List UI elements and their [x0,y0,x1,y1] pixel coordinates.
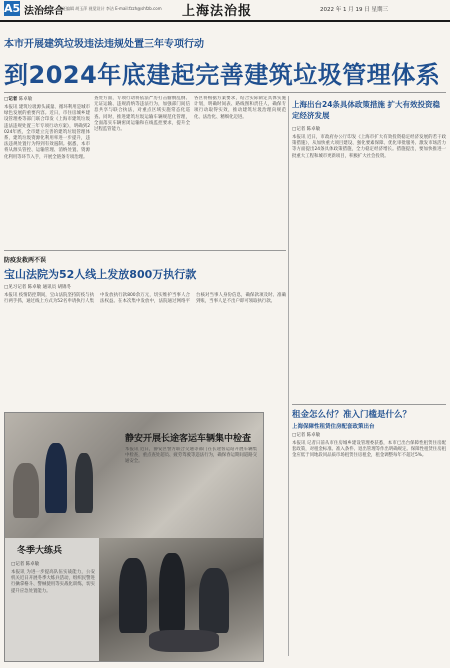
lead-byline: □记者 陈卓敏 [4,97,33,102]
divider [292,404,446,405]
column-divider [288,96,289,656]
rent-byline: □记者 陈卓敏 [292,433,321,438]
officer-figure [159,553,185,633]
lead-column-2 [94,96,190,248]
court-body: 本报讯 疫情防控期间，宝山法院坚持防疫与执行两手抓，通过线上方式为52名申请执行人集中发放执行款800余万元，切实维护当事人合法权益。在本次集中发放中，法院通过网络平台核对当事人身份信息，确保款项及时、准确到账，当事人足不出户即可领取执行款。 [4,293,286,305]
right-story-body [292,126,446,401]
lead-column-1 [4,96,90,248]
court-kicker: 防疫发救两不误 [4,257,47,264]
subdued-figure [149,630,219,652]
lead-headline: 到2024年底建起完善建筑垃圾管理体系 [4,61,441,89]
court-headline: 宝山法院为52人线上发放800万执行款 [4,268,197,281]
officer-figure [45,443,67,513]
training-photo [99,538,263,661]
divider [4,92,446,93]
photo-caption: 本报讯 近日，静安区警方联合交通等部门在长途客运站开展车辆集中检查，重点查处超员、疲劳驾驶等违法行为，确保春运期间道路交通安全。 [125,447,257,465]
right-body: 本报讯 近日，市政府办公厅印发《上海市扩大有效投资稳定经济发展的若干政策措施》，从加快重大项目建设、强化要素保障、优化审批服务、激发市场活力等方面提出24条具体政策措施，全力稳定经济增长。措施提出，要加快推进一批重大工程和城市更新项目，积极扩大社会投资。 [292,135,446,159]
training-title: 冬季大练兵 [17,546,63,556]
lead-body-2: 查处方面，专项行动将依法严厉打击偷倒乱倒、无证运输、违规消纳等违法行为，加强部门间信息共享与联合执法，对重点区域实施常态化巡查。同时，推进建筑垃圾运输车辆规范化管理，全面落实车辆密闭运输和在线监控要求，提升全过程监管能力。 [94,96,190,133]
rent-body: 本报讯 记者日前从市住房城乡建设管理委获悉，本市已出台保障性租赁住房配套政策，对租金标准、准入条件、退出管理等作出明确规定。保障性租赁住房租金应低于同地段同品质市场租赁住房租金，租金调整每年不超过5%。 [292,441,446,459]
divider [4,250,286,251]
training-body: 本报讯 为进一步提高队伍实战能力，公安机关近日开展冬季大练兵活动，组织民警进行擒拿格斗、警械使用等实战化训练，切实提升应急处置能力。 [11,570,95,594]
lead-column-3 [194,96,286,248]
vehicle-shape [13,463,39,518]
court-story-body [4,284,286,408]
page-number: A5 [4,2,21,15]
right-headline: 上海出台24条具体政策措施 扩大有效投资稳定经济发展 [292,100,441,120]
training-text-block [11,561,95,657]
training-byline: □记者 陈卓敏 [11,562,40,567]
court-byline: □见习记者 陈卓敏 通讯员 胡锦冬 [4,285,72,290]
rent-story-body [292,432,446,660]
editor-credits: 责任编辑 胡玉萍 视觉设计 李洁 E-mail:fzzh@shfzb.com [58,6,162,11]
passenger-figure [75,453,93,513]
paper-name: 上海法治报 [182,4,253,19]
masthead-bar [0,0,450,22]
officer-figure [119,558,147,633]
lead-kicker: 本市开展建筑垃圾违法违规处置三年专项行动 [4,39,204,50]
lead-body-1: 本报讯 建筑垃圾源头减量、循环利用是城市绿色发展的重要内容。近日，市住房城乡建设管理委等部门联合印发《上海市建筑垃圾违法违规处置三年专项行动方案》，明确到2024年底，全市建立完善的建筑垃圾管理体系，建筑垃圾资源化利用率进一步提升，违法违规处置行为得到有效遏制。据悉，本市将从源头管控、运输管理、消纳处置、资源化利用等环节入手，开展全链条专项治理。 [4,105,90,160]
lead-body-3: 各区将根据方案要求，结合实际制定具体实施计划，明确时间表、路线图和责任人，确保专项行动取得实效，推动建筑垃圾治理向规范化、法治化、精细化迈进。 [194,96,286,120]
section-name: 法治综合 [24,6,64,17]
photo-title: 静安开展长途客运车辆集中检查 [125,434,252,444]
photo-feature [4,412,264,662]
rent-subline: 上海保障性租赁住房配套政策出台 [292,424,375,430]
officer-figure [199,568,229,633]
rent-headline: 租金怎么付？准入门槛是什么？ [292,410,412,420]
issue-date: 2022 年 1 月 19 日 星期三 [320,7,388,13]
right-byline: □记者 陈卓敏 [292,127,321,132]
